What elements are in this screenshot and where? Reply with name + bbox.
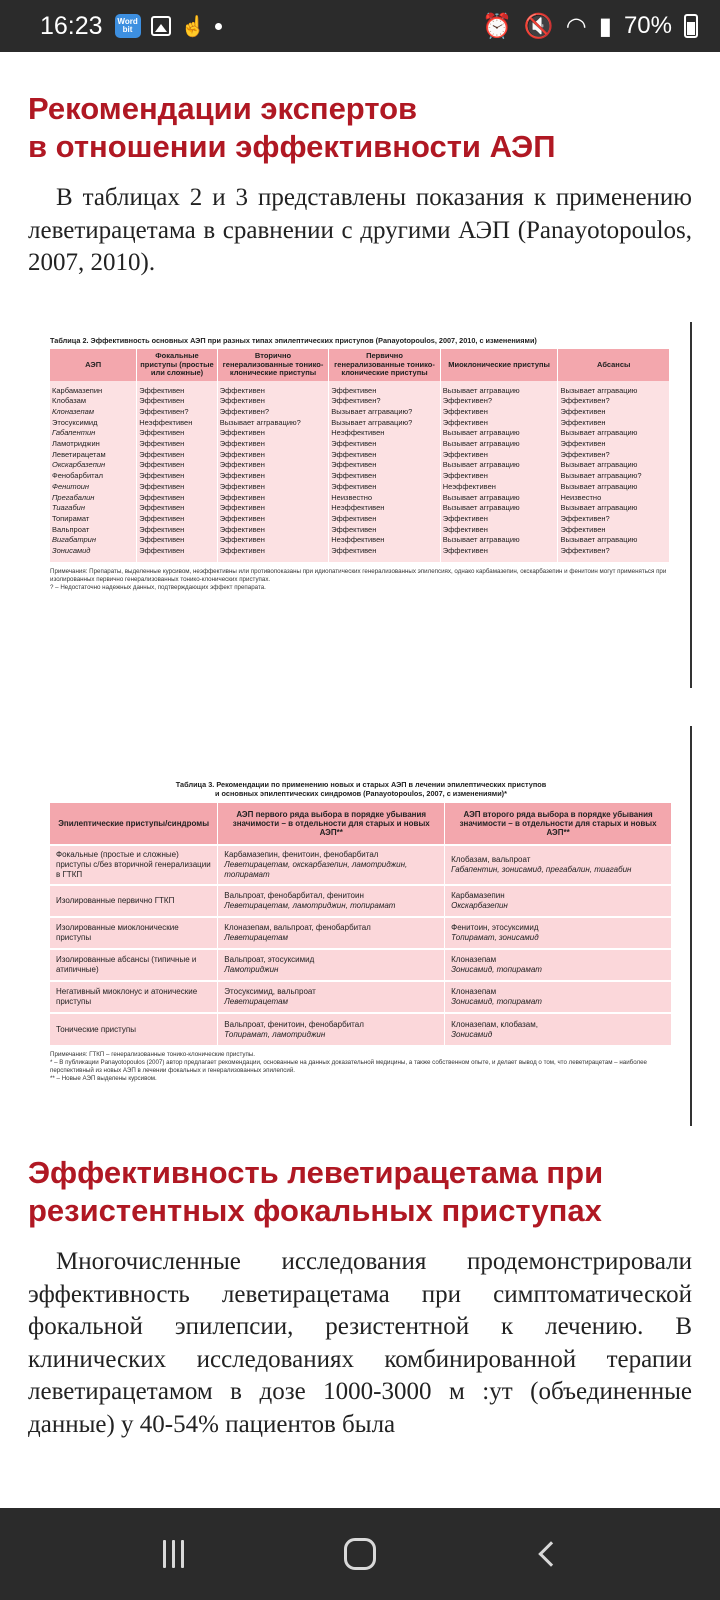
efficacy-cell: Вызывает аггравацию? bbox=[217, 418, 329, 429]
drug-choice-cell bbox=[218, 1013, 445, 1045]
old-drugs: Клобазам, вальпроат bbox=[451, 855, 531, 864]
efficacy-cell: Эффективен bbox=[217, 514, 329, 525]
efficacy-cell: Эффективен? bbox=[137, 407, 218, 418]
old-drugs: Клоназепам, вальпроат, фенобарбитал bbox=[224, 923, 371, 932]
efficacy-paragraph: Многочисленные исследования продемонстрировали эффективность леветирацетама при симптоматической фокальной эпилепсии, резистентной к лечению. В клинических исследованиях комбинированной терапии леветирацетамом в дозе 1000-3000 м :ут (объединенные данные) у 40-54% пациентов была bbox=[28, 1248, 692, 1438]
old-drugs: Вальпроат, фенобарбитал, фенитоин bbox=[224, 891, 364, 900]
old-drugs: Карбамазепин bbox=[451, 891, 505, 900]
drug-name-cell: Вигабатрин bbox=[50, 535, 137, 546]
new-drugs: Топирамат, зонисамид bbox=[451, 933, 539, 942]
new-drugs: Окскарбазепин bbox=[451, 901, 508, 910]
table-row bbox=[50, 428, 670, 439]
efficacy-cell: Эффективен bbox=[217, 471, 329, 482]
efficacy-cell: Эффективен bbox=[137, 460, 218, 471]
table2-header: Первично генерализованные тонико-клонические приступы bbox=[329, 349, 441, 381]
drug-choice-cell bbox=[218, 981, 445, 1013]
efficacy-cell: Вызывает аггравацию bbox=[558, 503, 670, 514]
efficacy-cell: Эффективен bbox=[329, 546, 441, 562]
intro-paragraph: В таблицах 2 и 3 представлены показания к применению леветирацетама в сравнении с другими АЭП (Panayotopoulos, 2007, 2010). bbox=[28, 184, 692, 276]
drug-name-cell: Топирамат bbox=[50, 514, 137, 525]
status-bar bbox=[0, 0, 720, 52]
efficacy-cell: Эффективен bbox=[137, 493, 218, 504]
efficacy-cell: Эффективен bbox=[440, 450, 558, 461]
table3-figure bbox=[50, 780, 672, 1083]
efficacy-cell: Вызывает аггравацию? bbox=[329, 418, 441, 429]
table3-header: АЭП первого ряда выбора в порядке убывания значимости – в отдельности для старых и новых АЭП** bbox=[218, 803, 445, 845]
new-drugs: Леветирацетам, окскарбазепин, ламотриджин, топирамат bbox=[224, 860, 408, 879]
table2-figure bbox=[50, 336, 670, 592]
heading-line: Эффективность леветирацетама при bbox=[28, 1155, 604, 1190]
battery-percent: 70% bbox=[623, 12, 672, 39]
efficacy-cell: Эффективен bbox=[217, 525, 329, 536]
alarm-icon: ⏰ bbox=[482, 12, 512, 40]
efficacy-cell: Эффективен? bbox=[329, 396, 441, 407]
efficacy-cell: Эффективен bbox=[217, 439, 329, 450]
new-drugs: Зонисамид bbox=[451, 1029, 493, 1039]
old-drugs: Клоназепам bbox=[451, 955, 497, 964]
battery-icon bbox=[684, 14, 698, 38]
efficacy-cell: Эффективен bbox=[217, 450, 329, 461]
drug-choice-cell bbox=[445, 845, 672, 885]
drug-name-cell: Фенитоин bbox=[50, 482, 137, 493]
home-icon bbox=[344, 1538, 376, 1570]
efficacy-cell: Вызывает аггравацию bbox=[440, 460, 558, 471]
old-drugs: Этосуксимид, вальпроат bbox=[224, 987, 316, 996]
heading-line: в отношении эффективности АЭП bbox=[28, 129, 556, 164]
system-icons bbox=[482, 12, 698, 41]
efficacy-cell: Эффективен bbox=[440, 525, 558, 536]
table-row bbox=[50, 917, 672, 949]
drug-choice-cell bbox=[445, 949, 672, 981]
table-row bbox=[50, 396, 670, 407]
drug-choice-cell bbox=[445, 885, 672, 917]
efficacy-cell: Эффективен bbox=[137, 525, 218, 536]
caption-line: Таблица 3. Рекомендации по применению новых и старых АЭП в лечении эпилептических приступов bbox=[175, 780, 547, 789]
efficacy-cell: Вызывает аггравацию bbox=[558, 535, 670, 546]
table-row bbox=[50, 482, 670, 493]
word-bit-icon: Word bit bbox=[115, 14, 141, 38]
efficacy-cell: Эффективен bbox=[137, 503, 218, 514]
efficacy-cell: Эффективен? bbox=[217, 407, 329, 418]
efficacy-cell: Вызывает аггравацию bbox=[558, 428, 670, 439]
table-row bbox=[50, 535, 670, 546]
table-row bbox=[50, 503, 670, 514]
drug-name-cell: Карбамазепин bbox=[50, 381, 137, 397]
efficacy-cell: Эффективен bbox=[329, 471, 441, 482]
table-row bbox=[50, 471, 670, 482]
drug-name-cell: Клобазам bbox=[50, 396, 137, 407]
efficacy-cell: Вызывает аггравацию bbox=[440, 381, 558, 397]
drug-choice-cell bbox=[218, 917, 445, 949]
table3-header: Эпилептические приступы/синдромы bbox=[50, 803, 218, 845]
table2-note: Примечания: Препараты, выделенные курсивом, неэффективны или противопоказаны при идиопатических генерализованных эпилепсиях, однако карбамазепин, окскарбазепин и фенитоин могут применяться при изолированных первично генерализованных тонико-клонических приступах. bbox=[50, 567, 667, 583]
table3-caption bbox=[50, 780, 672, 798]
efficacy-cell: Эффективен bbox=[329, 525, 441, 536]
navigation-bar bbox=[0, 1508, 720, 1600]
efficacy-cell: Эффективен bbox=[137, 514, 218, 525]
table2-header: АЭП bbox=[50, 349, 137, 381]
gallery-icon bbox=[151, 16, 171, 36]
efficacy-cell: Эффективен bbox=[137, 450, 218, 461]
table-row bbox=[50, 418, 670, 429]
efficacy-cell: Эффективен bbox=[217, 381, 329, 397]
drug-name-cell: Окскарбазепин bbox=[50, 460, 137, 471]
syndrome-cell: Изолированные абсансы (типичные и атипичные) bbox=[50, 949, 218, 981]
new-drugs: Габапентин, зонисамид, прегабалин, тиагабин bbox=[451, 865, 632, 874]
caption-line: и основных эпилептических синдромов (Panayotopoulos, 2007, с изменениями)* bbox=[215, 789, 507, 798]
efficacy-cell: Эффективен bbox=[440, 471, 558, 482]
efficacy-cell: Эффективен bbox=[329, 450, 441, 461]
efficacy-cell: Эффективен? bbox=[558, 450, 670, 461]
efficacy-cell: Вызывает аггравацию bbox=[440, 428, 558, 439]
home-button[interactable] bbox=[330, 1524, 390, 1584]
efficacy-cell: Эффективен bbox=[440, 418, 558, 429]
drug-choice-cell bbox=[218, 885, 445, 917]
efficacy-cell: Эффективен bbox=[217, 493, 329, 504]
efficacy-cell: Вызывает аггравацию bbox=[440, 493, 558, 504]
efficacy-cell: Эффективен? bbox=[558, 514, 670, 525]
old-drugs: Клоназепам, клобазам, bbox=[451, 1019, 538, 1029]
new-drugs: Леветирацетам bbox=[224, 933, 289, 942]
efficacy-cell: Вызывает аггравацию bbox=[558, 460, 670, 471]
efficacy-cell: Вызывает аггравацию bbox=[558, 381, 670, 397]
image-scroll-indicator bbox=[690, 726, 692, 1126]
old-drugs: Вальпроат, фенитоин, фенобарбитал bbox=[224, 1019, 364, 1029]
table-row bbox=[50, 525, 670, 536]
syndrome-cell: Изолированные миоклонические приступы bbox=[50, 917, 218, 949]
drug-name-cell: Вальпроат bbox=[50, 525, 137, 536]
heading-line: резистентных фокальных приступах bbox=[28, 1193, 602, 1228]
recents-icon bbox=[163, 1540, 184, 1568]
drug-name-cell: Зонисамид bbox=[50, 546, 137, 562]
efficacy-cell: Эффективен bbox=[440, 546, 558, 562]
efficacy-cell: Эффективен bbox=[329, 514, 441, 525]
efficacy-cell: Эффективен bbox=[558, 525, 670, 536]
drug-name-cell: Этосуксимид bbox=[50, 418, 137, 429]
old-drugs: Фенитоин, этосуксимид bbox=[451, 923, 539, 932]
efficacy-cell: Эффективен bbox=[558, 418, 670, 429]
section-heading-efficacy bbox=[28, 1154, 692, 1230]
table2 bbox=[50, 349, 670, 562]
image-scroll-indicator bbox=[690, 322, 692, 688]
touch-icon: ☝ bbox=[180, 15, 206, 38]
efficacy-cell: Эффективен bbox=[217, 396, 329, 407]
efficacy-cell: Эффективен bbox=[217, 503, 329, 514]
table-row bbox=[50, 885, 672, 917]
table-row bbox=[50, 1013, 672, 1045]
table-row bbox=[50, 460, 670, 471]
efficacy-cell: Эффективен? bbox=[558, 546, 670, 562]
table2-notes bbox=[50, 568, 670, 592]
drug-choice-cell bbox=[445, 917, 672, 949]
table-row bbox=[50, 381, 670, 397]
drug-name-cell: Леветирацетам bbox=[50, 450, 137, 461]
efficacy-cell: Эффективен bbox=[558, 439, 670, 450]
drug-name-cell: Прегабалин bbox=[50, 493, 137, 504]
table3-header: АЭП второго ряда выбора в порядке убывания значимости – в отдельности для старых и новых АЭП** bbox=[445, 803, 672, 845]
efficacy-cell: Эффективен bbox=[137, 381, 218, 397]
syndrome-cell: Фокальные (простые и сложные) приступы с/без вторичной генерализации в ГТКП bbox=[50, 845, 218, 885]
wifi-icon: ◠ bbox=[565, 12, 587, 40]
efficacy-cell: Вызывает аггравацию? bbox=[558, 471, 670, 482]
new-drugs: Леветирацетам bbox=[224, 997, 289, 1006]
efficacy-cell: Эффективен bbox=[329, 460, 441, 471]
efficacy-cell: Эффективен bbox=[329, 482, 441, 493]
back-button[interactable] bbox=[517, 1524, 577, 1584]
table3-note: Примечания: ГТКП – генерализованные тонико-клонические приступы. bbox=[50, 1051, 255, 1058]
signal-icon: ▮ bbox=[598, 12, 612, 40]
table-row bbox=[50, 981, 672, 1013]
efficacy-cell: Неэффективен bbox=[440, 482, 558, 493]
efficacy-cell: Эффективен bbox=[137, 535, 218, 546]
drug-choice-cell bbox=[218, 949, 445, 981]
efficacy-cell: Неизвестно bbox=[329, 493, 441, 504]
efficacy-cell: Эффективен bbox=[137, 439, 218, 450]
table2-header: Абсансы bbox=[558, 349, 670, 381]
table2-note: ? – Недостаточно надежных данных, подтверждающих эффект препарата. bbox=[50, 583, 266, 591]
drug-name-cell: Габапентин bbox=[50, 428, 137, 439]
table2-header: Миоклонические приступы bbox=[440, 349, 558, 381]
efficacy-cell: Вызывает аггравацию bbox=[440, 535, 558, 546]
efficacy-cell: Эффективен bbox=[137, 428, 218, 439]
efficacy-cell: Эффективен bbox=[137, 471, 218, 482]
drug-name-cell: Фенобарбитал bbox=[50, 471, 137, 482]
old-drugs: Карбамазепин, фенитоин, фенобарбитал bbox=[224, 850, 379, 859]
new-drugs: Зонисамид, топирамат bbox=[451, 997, 542, 1006]
recents-button[interactable] bbox=[143, 1524, 203, 1584]
table-row bbox=[50, 450, 670, 461]
drug-choice-cell bbox=[218, 845, 445, 885]
efficacy-cell: Вызывает аггравацию bbox=[440, 439, 558, 450]
heading-line: Рекомендации экспертов bbox=[28, 91, 418, 126]
new-drugs: Ламотриджин bbox=[224, 965, 279, 974]
drug-choice-cell bbox=[445, 981, 672, 1013]
efficacy-cell: Эффективен bbox=[137, 482, 218, 493]
efficacy-cell: Неэффективен bbox=[329, 503, 441, 514]
drug-name-cell: Клоназепам bbox=[50, 407, 137, 418]
more-notifications-icon bbox=[215, 23, 222, 30]
table2-caption: Таблица 2. Эффективность основных АЭП при разных типах эпилептических приступов (Panayotopoulos, 2007, 2010, с изменениями) bbox=[50, 336, 537, 345]
notification-icons bbox=[115, 14, 223, 39]
efficacy-cell: Эффективен bbox=[217, 535, 329, 546]
efficacy-cell: Эффективен bbox=[217, 546, 329, 562]
table-row bbox=[50, 514, 670, 525]
efficacy-cell: Эффективен bbox=[217, 460, 329, 471]
efficacy-cell: Вызывает аггравацию? bbox=[329, 407, 441, 418]
efficacy-cell: Эффективен bbox=[217, 428, 329, 439]
table3 bbox=[50, 803, 672, 1045]
efficacy-cell: Вызывает аггравацию bbox=[558, 482, 670, 493]
drug-name-cell: Тиагабин bbox=[50, 503, 137, 514]
efficacy-cell: Эффективен bbox=[217, 482, 329, 493]
new-drugs: Леветирацетам, ламотриджин, топирамат bbox=[224, 901, 396, 910]
table-row bbox=[50, 407, 670, 418]
table3-note: * – В публикации Panayotopoulos (2007) автор предлагает рекомендации, основанные на данных доказательной медицины, а также собственном опыте, и делает вывод о том, что леветирацетам – наиболее перспективный из новых АЭП в лечении фокальных и генерализованных эпилепсий. bbox=[50, 1059, 647, 1074]
table-row bbox=[50, 546, 670, 562]
table2-header: Фокальные приступы (простые или сложные) bbox=[137, 349, 218, 381]
efficacy-cell: Эффективен bbox=[558, 407, 670, 418]
status-time: 16:23 bbox=[40, 11, 103, 40]
efficacy-cell: Эффективен bbox=[329, 439, 441, 450]
syndrome-cell: Изолированные первично ГТКП bbox=[50, 885, 218, 917]
efficacy-cell: Эффективен bbox=[329, 381, 441, 397]
efficacy-cell: Неэффективен bbox=[137, 418, 218, 429]
table3-notes bbox=[50, 1051, 672, 1083]
table2-header: Вторично генерализованные тонико-клонические приступы bbox=[217, 349, 329, 381]
table-row bbox=[50, 949, 672, 981]
mute-icon: 🔇 bbox=[523, 12, 554, 40]
efficacy-cell: Эффективен bbox=[440, 514, 558, 525]
efficacy-cell: Эффективен bbox=[137, 396, 218, 407]
table-row bbox=[50, 439, 670, 450]
efficacy-cell: Неэффективен bbox=[329, 535, 441, 546]
new-drugs: Топирамат, ламотриджин bbox=[224, 1029, 326, 1039]
efficacy-cell: Эффективен? bbox=[440, 396, 558, 407]
efficacy-cell: Эффективен bbox=[440, 407, 558, 418]
table-row bbox=[50, 845, 672, 885]
new-drugs: Зонисамид, топирамат bbox=[451, 965, 542, 974]
syndrome-cell: Негативный миоклонус и атонические приступы bbox=[50, 981, 218, 1013]
old-drugs: Клоназепам bbox=[451, 987, 497, 996]
drug-choice-cell bbox=[445, 1013, 672, 1045]
efficacy-cell: Эффективен? bbox=[558, 396, 670, 407]
drug-name-cell: Ламотриджин bbox=[50, 439, 137, 450]
section-heading-experts bbox=[28, 90, 692, 166]
old-drugs: Вальпроат, этосуксимид bbox=[224, 955, 315, 964]
efficacy-cell: Эффективен bbox=[137, 546, 218, 562]
back-icon bbox=[538, 1541, 563, 1566]
table3-note: ** – Новые АЭП выделены курсивом. bbox=[50, 1075, 157, 1082]
efficacy-cell: Неэффективен bbox=[329, 428, 441, 439]
efficacy-cell: Вызывает аггравацию bbox=[440, 503, 558, 514]
syndrome-cell: Тонические приступы bbox=[50, 1013, 218, 1045]
table-row bbox=[50, 493, 670, 504]
efficacy-cell: Неизвестно bbox=[558, 493, 670, 504]
